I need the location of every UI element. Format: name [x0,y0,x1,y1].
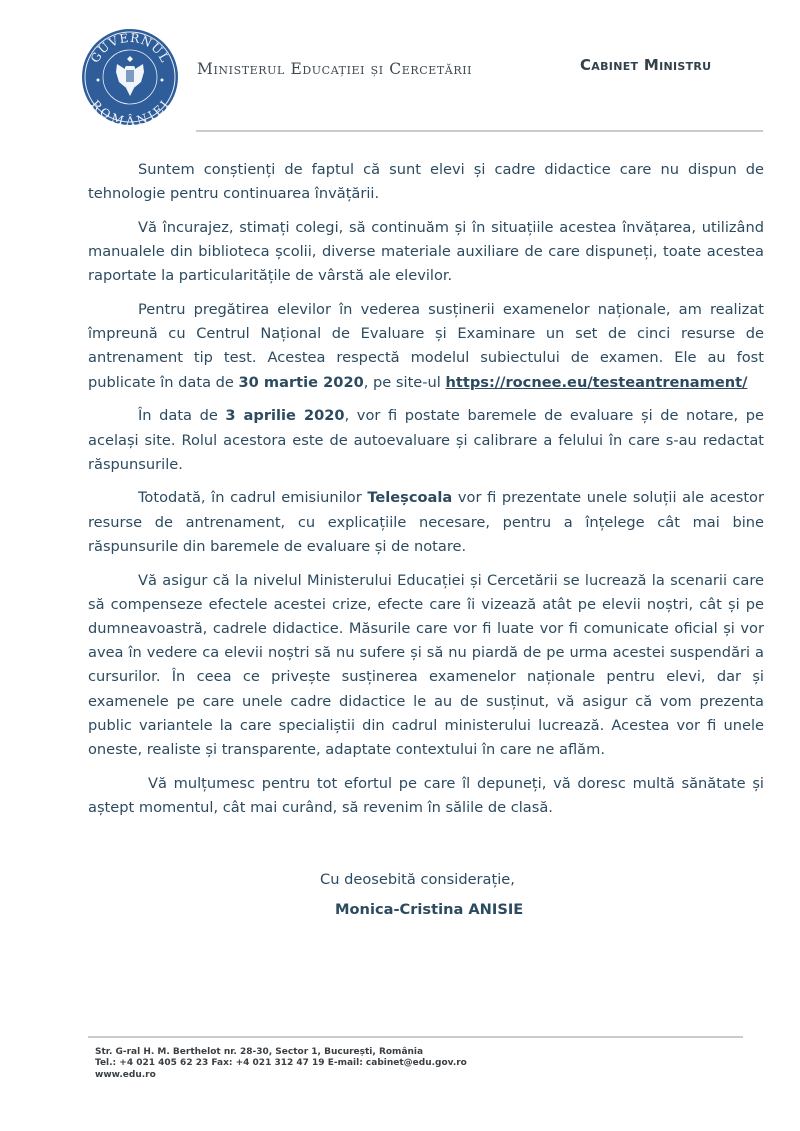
letter-body [88,158,764,830]
svg-text:GUVERNUL: GUVERNUL [87,30,173,66]
closing-salutation: Cu deosebită considerație, [320,871,515,888]
signer-name: Monica-Cristina ANISIE [335,901,524,918]
paragraph-7: Vă mulțumesc pentru tot efortul pe care îl depuneți, vă doresc multă sănătate și aștept momentul, cât mai curând, să revenim în sălile de clasă. [88,774,764,816]
paragraph-3-text: Pentru pregătirea elevilor în vederea susținerii examenelor naționale, am realizat împreună cu Centrul Național de Evaluare și Examinare un set de cinci resurse de antrenament tip test. Acestea respectă modelul subiectului de examen. Ele au fost publicate în data de [88,301,764,391]
paragraph-5 [88,486,764,559]
government-seal-logo [81,28,179,126]
paragraph-1: Suntem conștienți de faptul că sunt elevi și cadre didactice care nu dispun de tehnologie pentru continuarea învățării. [88,161,764,203]
paragraph-2: Vă încurajez, stimați colegi, să continuăm și în situațiile acestea învățarea, utilizând manualele din biblioteca școlii, diverse materiale auxiliare de care dispuneți, toate acestea raportate la particularitățile de vârstă ale elevilor. [88,218,764,285]
romanian-coat-of-arms-icon [81,28,179,126]
footer-phone-email: Tel.: +4 021 405 62 23 Fax: +4 021 312 47 19 E-mail: cabinet@edu.gov.ro [95,1058,467,1069]
ministry-name: Ministerul Educației și Cercetării [197,60,473,78]
paragraph-5-text-2: vor fi prezentate unele soluții ale acestor resurse de antrenament, cu explicațiile necesare, pentru a înțelege cât mai bine răspunsurile din baremele de evaluare și de notare. [88,489,764,555]
paragraph-4 [88,404,764,477]
paragraph-6: Vă asigur că la nivelul Ministerului Educației și Cercetării se lucrează la scenarii care să compenseze efectele acestei crize, efecte care îi vizează atât pe elevii noștri, cât și pe dumneavoastră, cadrele didactice. Măsurile care vor fi luate vor fi comunicate oficial și vor avea în vedere ca elevii noștri să nu sufere și să nu piardă de pe urma acestei suspendări a cursurilor. În ceea ce privește susținerea examenelor naționale pentru elevi, dar și examenele pe care unele cadre didactice le au de susținut, vă asigur că vom prezenta public variantele la care specialiștii din cadrul ministerului lucrează. Acestea vor fi unele oneste, realiste și transparente, adaptate contextului în care ne aflăm. [88,571,764,758]
rocnee-link[interactable]: https://rocnee.eu/testeantrenament/ [445,373,748,391]
paragraph-3 [88,298,764,395]
telescoala-name: Teleșcoala [367,489,453,507]
paragraph-5-text: Totodată, în cadrul emisiunilor [138,489,368,507]
header-divider [196,130,763,132]
cabinet-title: Cabinet Ministru [580,56,712,74]
paragraph-4-text: În data de [138,407,226,425]
paragraph-3-text-2: , pe site-ul [363,373,446,391]
footer-address: Str. G-ral H. M. Berthelot nr. 28-30, Sector 1, București, România [95,1047,424,1057]
paragraph-4-text-2: , vor fi postate baremele de evaluare și de notare, pe același site. Rolul acestora este de autoevaluare și calibrare a felului în care s-au redactat răspunsurile. [88,407,764,473]
footer-divider [88,1036,743,1038]
svg-text:ROMÂNIEI: ROMÂNIEI [88,97,173,126]
publish-date: 30 martie 2020 [238,373,364,391]
footer-contact [95,1047,467,1081]
scoring-date: 3 aprilie 2020 [225,407,345,425]
footer-website[interactable]: www.edu.ro [95,1069,156,1080]
